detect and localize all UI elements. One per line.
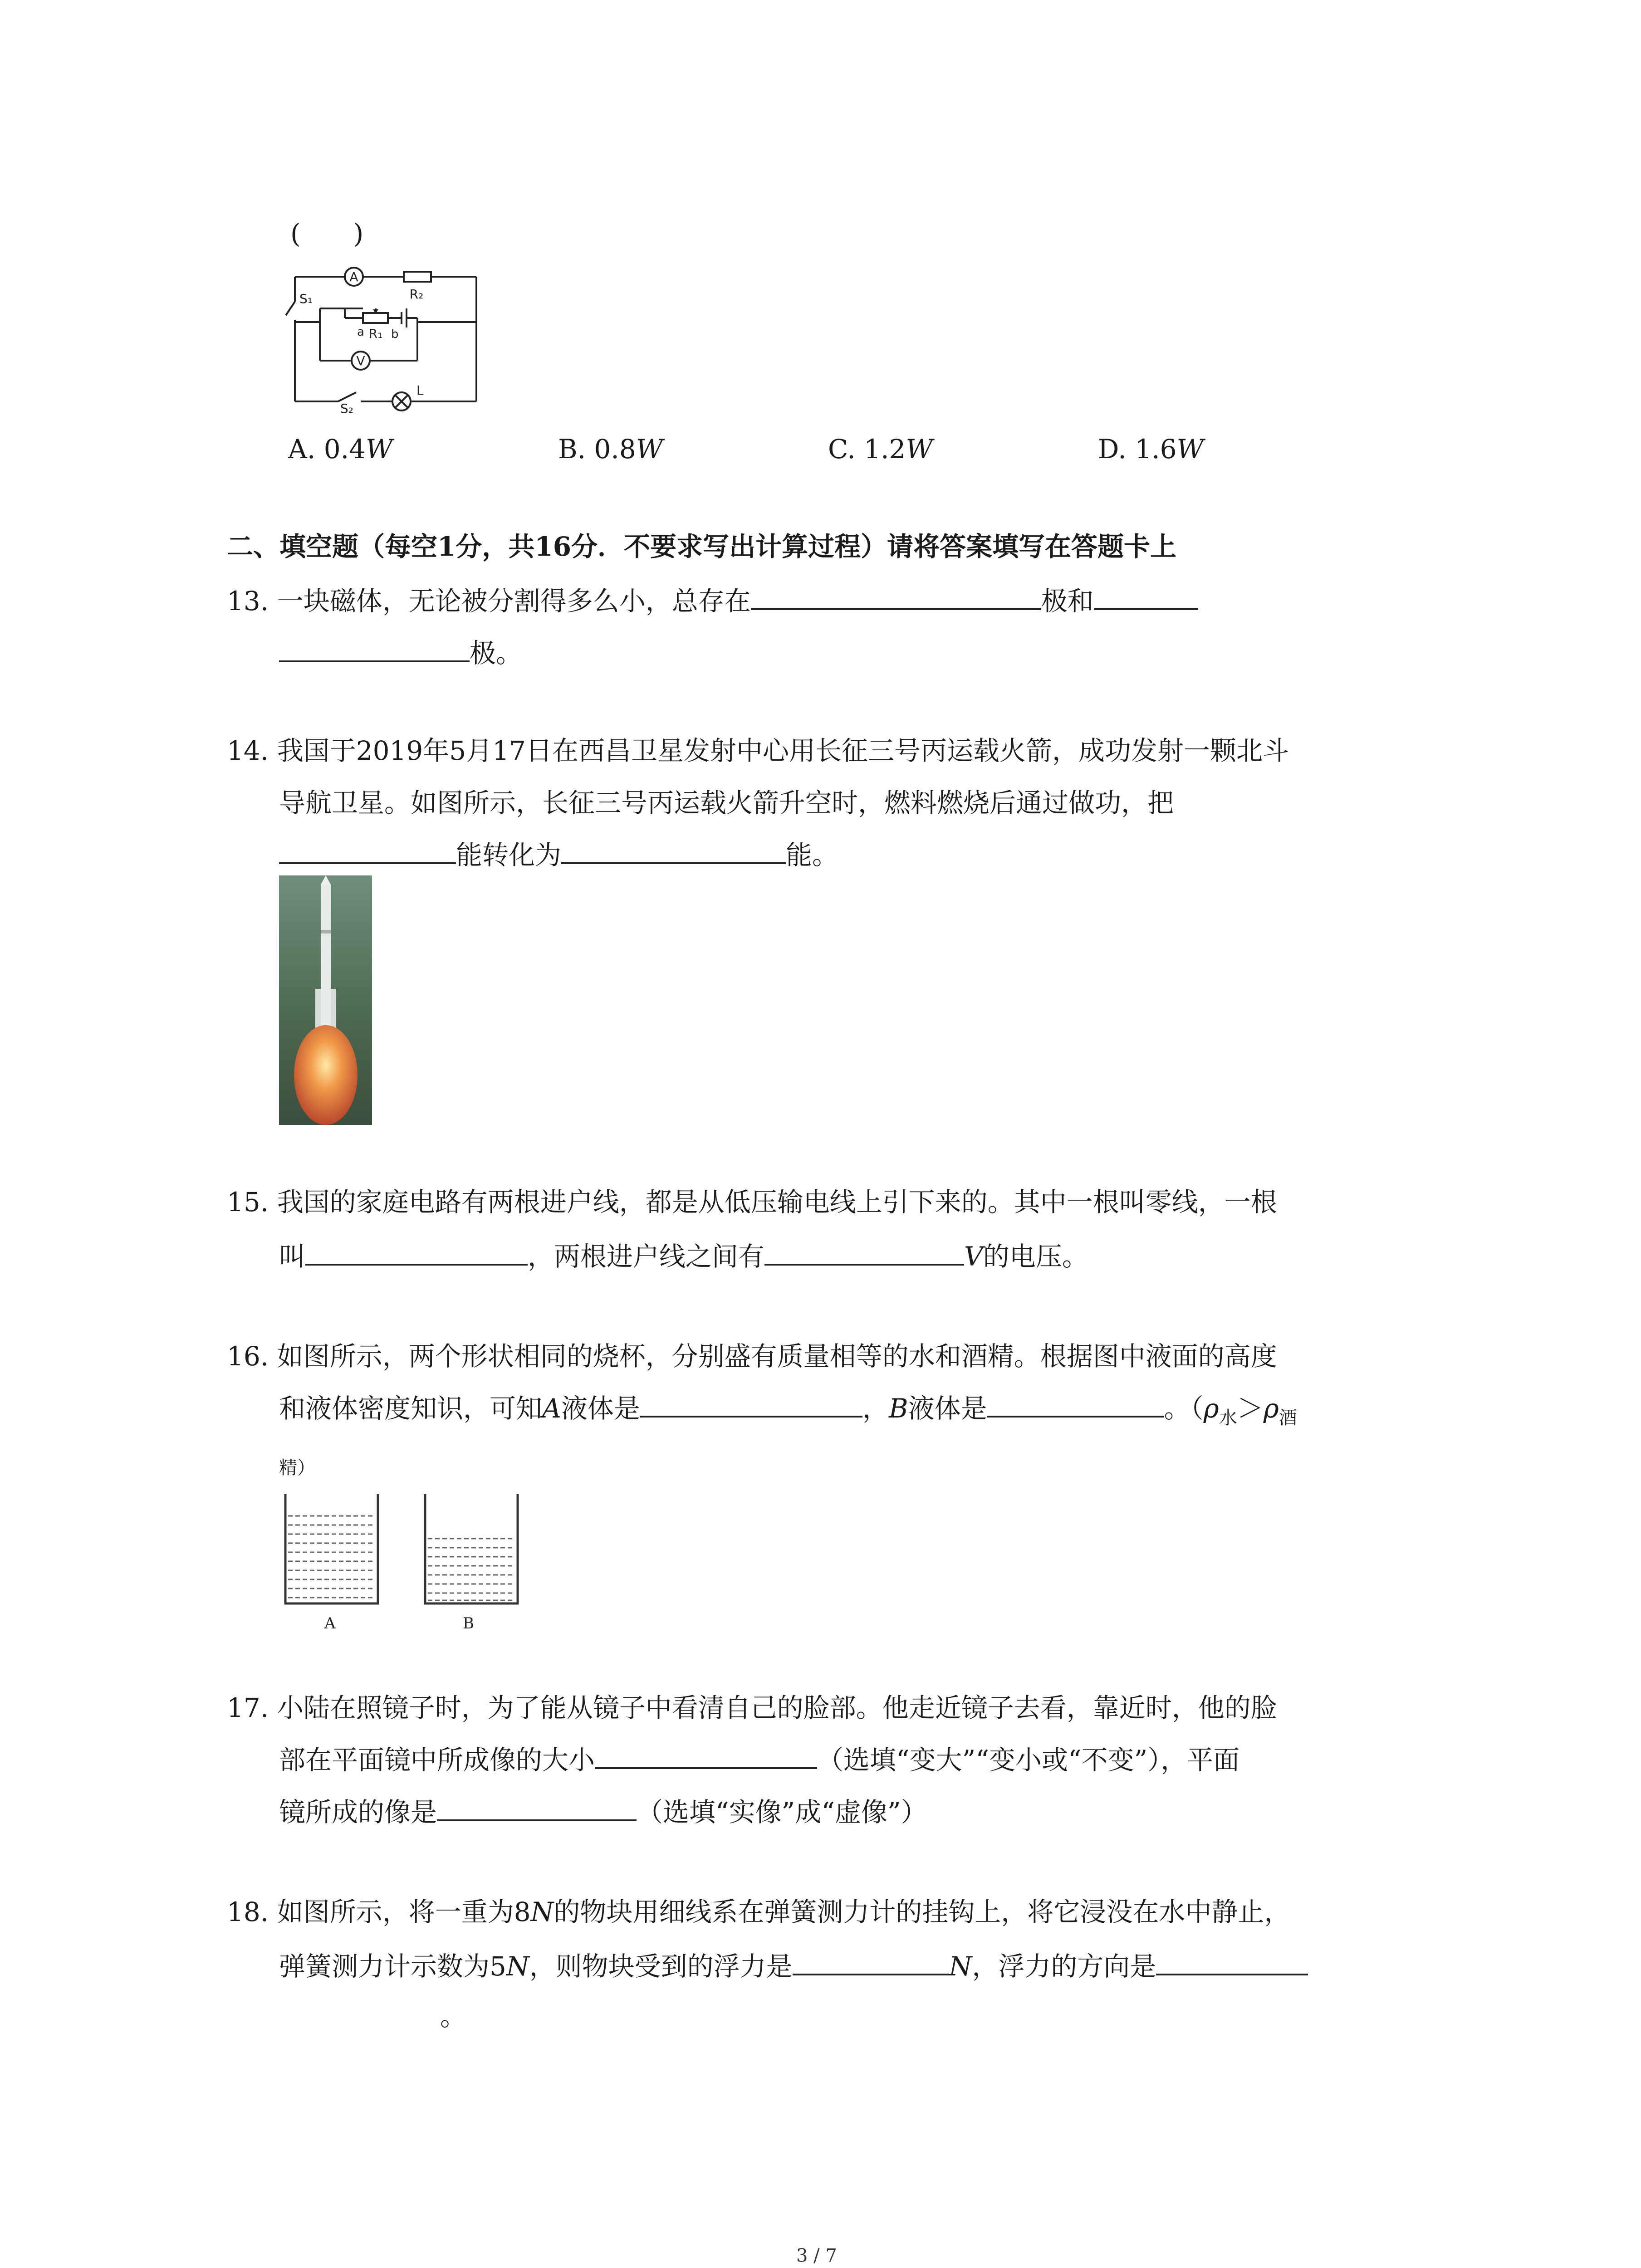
ammeter-label: A: [349, 269, 358, 284]
question-16-line2: 和液体密度知识，可知A液体是 ，B液体是 。（$\rho_水>\rho_酒$: [279, 1390, 1297, 1434]
blank-13-1[interactable]: [751, 583, 1041, 610]
circuit-diagram: [272, 259, 490, 413]
blank-14-2[interactable]: [561, 837, 786, 864]
option-a: A. 0.4W: [288, 434, 393, 464]
question-15-line2: 叫 ，两根进户线之间有 V的电压。: [279, 1238, 1088, 1272]
blank-17-2[interactable]: [437, 1794, 637, 1821]
blank-17-1[interactable]: [595, 1742, 817, 1769]
question-17-line1: 17. 小陆在照镜子时，为了能从镜子中看清自己的脸部。他走近镜子去看，靠近时，他的脸: [227, 1692, 1277, 1723]
blank-15-1[interactable]: [305, 1238, 528, 1266]
beakers-figure: [279, 1492, 533, 1637]
beaker-a-label: A: [324, 1614, 336, 1633]
answer-paren: ( ): [290, 218, 364, 249]
question-18-line3: 。: [440, 2001, 467, 2032]
option-d: D. 1.6W: [1098, 434, 1204, 464]
blank-13-2[interactable]: [1094, 583, 1198, 610]
option-b: B. 0.8W: [558, 434, 663, 464]
question-18-line1: 18. 如图所示，将一重为8N的物块用细线系在弹簧测力计的挂钩上，将它浸没在水中静止，: [227, 1897, 1291, 1927]
voltmeter-label: V: [356, 353, 365, 368]
s2-label: S₂: [340, 401, 353, 413]
question-16-line3: 精）: [279, 1457, 315, 1478]
lamp-label: L: [416, 383, 424, 398]
question-17-line2: 部在平面镜中所成像的大小 （选填“变大”“变小或“不变”），平面: [279, 1742, 1239, 1776]
rocket-photo: [279, 875, 372, 1125]
blank-16-2[interactable]: [987, 1390, 1164, 1418]
terminal-b-label: b: [391, 327, 399, 341]
r2-label: R₂: [409, 287, 424, 302]
option-c: C. 1.2W: [828, 434, 933, 464]
blank-14-1[interactable]: [279, 837, 456, 864]
terminal-a-label: a: [357, 325, 364, 339]
question-16-line1: 16. 如图所示，两个形状相同的烧杯，分别盛有质量相等的水和酒精。根据图中液面的高度: [227, 1341, 1277, 1372]
beaker-b-label: B: [463, 1614, 474, 1633]
r1-label: R₁: [368, 326, 383, 341]
question-14-line2: 导航卫星。如图所示，长征三号丙运载火箭升空时，燃料燃烧后通过做功，把: [279, 787, 1174, 818]
question-14-line3: 能转化为 能。: [279, 837, 838, 871]
blank-16-1[interactable]: [640, 1390, 862, 1418]
blank-15-2[interactable]: [764, 1238, 964, 1266]
question-15-line1: 15. 我国的家庭电路有两根进户线，都是从低压输电线上引下来的。其中一根叫零线，一根: [227, 1187, 1277, 1217]
blank-13-2b[interactable]: [279, 635, 470, 662]
blank-18-1[interactable]: [793, 1948, 949, 1975]
question-17-line3: 镜所成的像是 （选填“实像”成“虚像”）: [279, 1794, 927, 1828]
question-13-line1: 13. 一块磁体，无论被分割得多么小，总存在 极和: [227, 583, 1198, 617]
section-heading: 二、填空题（每空1分，共16分．不要求写出计算过程）请将答案填写在答题卡上: [227, 531, 1177, 562]
question-13-line2: 极。: [279, 635, 522, 669]
question-14-line1: 14. 我国于2019年5月17日在西昌卫星发射中心用长征三号丙运载火箭，成功发射一颗北斗: [227, 735, 1289, 766]
blank-18-2[interactable]: [1156, 1948, 1308, 1975]
page-number: 3 / 7: [796, 2245, 837, 2266]
s1-label: S₁: [299, 291, 313, 306]
question-18-line2: 弹簧测力计示数为5N，则物块受到的浮力是 N，浮力的方向是: [279, 1948, 1308, 1982]
